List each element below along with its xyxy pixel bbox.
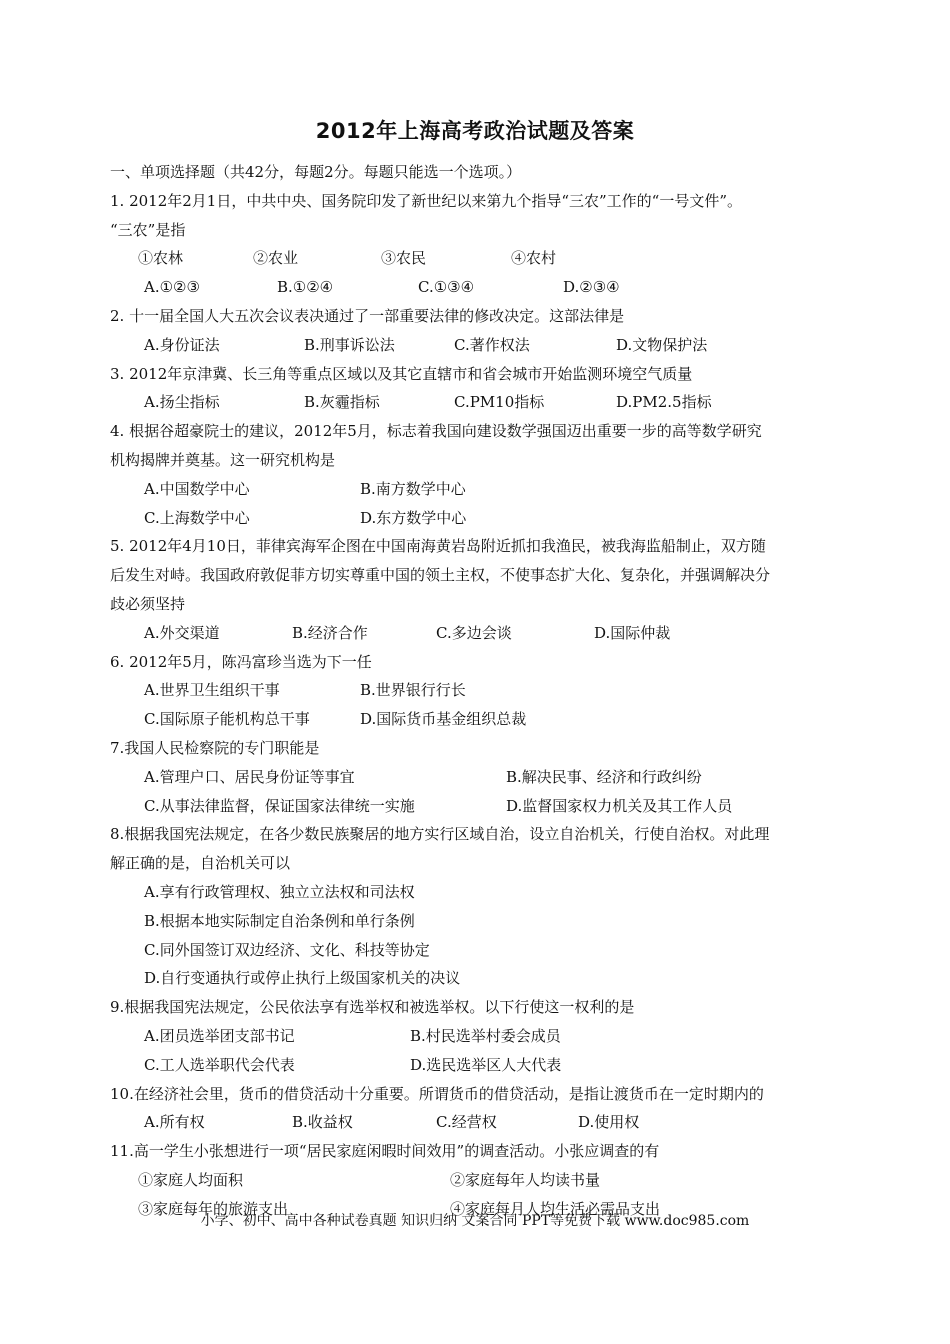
question-10-stem: 10.在经济社会里，货币的借贷活动十分重要。所谓货币的借贷活动，是指让渡货币在一定时期内的 — [110, 1084, 764, 1103]
question-5-stem-cont: 后发生对峙。我国政府敦促菲方切实尊重中国的领土主权，不使事态扩大化、复杂化，并强调解决分 — [110, 566, 771, 585]
option-d: D.②③④ — [563, 278, 620, 297]
option-c: C.①③④ — [418, 278, 475, 297]
question-2-options — [110, 331, 860, 360]
page-footer: 小学、初中、高中各种试卷真题 知识归纳 文案合同 PPT等免费下载 www.doc985.com — [200, 1213, 750, 1229]
option-c: C.工人选举职代会代表 — [144, 1055, 295, 1074]
option-d: D.国际货币基金组织总裁 — [360, 710, 527, 729]
question-10-options — [110, 1108, 860, 1137]
option-d: D.选民选举区人大代表 — [410, 1055, 562, 1074]
question-9-options-row2 — [110, 1051, 860, 1080]
option-c: C.著作权法 — [454, 335, 530, 354]
question-6-stem: 6. 2012年5月，陈冯富珍当选为下一任 — [110, 652, 372, 671]
question-7-options-row2 — [110, 792, 860, 821]
question-3-options — [110, 388, 860, 417]
question-1-options — [110, 273, 860, 302]
option-a: A.管理户口、居民身份证等事宜 — [144, 767, 355, 786]
question-4-options-row2 — [110, 504, 860, 533]
question-11-stem: 11.高一学生小张想进行一项“居民家庭闲暇时间效用”的调查活动。小张应调查的有 — [110, 1142, 660, 1161]
statement: ①农林 — [138, 249, 184, 268]
option-a: A.团员选举团支部书记 — [144, 1026, 295, 1045]
statement: ④家庭每月人均生活必需品支出 — [450, 1199, 661, 1218]
statement: ②农业 — [253, 249, 299, 268]
question-5-stem-cont: 歧必须坚持 — [110, 594, 186, 613]
option-b: B.世界银行行长 — [360, 681, 466, 700]
option-a: A.中国数学中心 — [144, 479, 250, 498]
statement: ④农村 — [511, 249, 557, 268]
section-heading: 一、单项选择题（共42分，每题2分。每题只能选一个选项。） — [110, 163, 522, 181]
option-b: B.经济合作 — [292, 623, 368, 642]
option-c: C.经营权 — [436, 1113, 497, 1132]
option-a: A.世界卫生组织干事 — [144, 681, 280, 700]
question-5-options — [110, 619, 860, 648]
option-a: A.外交渠道 — [144, 623, 220, 642]
question-9-stem: 9.根据我国宪法规定，公民依法享有选举权和被选举权。以下行使这一权利的是 — [110, 998, 635, 1017]
option-d: D.文物保护法 — [616, 335, 708, 354]
exam-content — [110, 158, 860, 1223]
option-b: B.①②④ — [277, 278, 334, 297]
option-c: C.上海数学中心 — [144, 508, 250, 527]
option-a: A.身份证法 — [144, 335, 220, 354]
question-2-stem: 2. 十一届全国人大五次会议表决通过了一部重要法律的修改决定。这部法律是 — [110, 306, 625, 325]
option-a: A.扬尘指标 — [144, 393, 220, 412]
question-6-options-row1 — [110, 676, 860, 705]
option-c: C.PM10指标 — [454, 393, 545, 412]
page-title: 2012年上海高考政治试题及答案 — [315, 119, 635, 143]
question-9-options-row1 — [110, 1022, 860, 1051]
option-a: A.所有权 — [144, 1113, 205, 1132]
question-1-statements — [110, 244, 860, 273]
option-d: D.监督国家权力机关及其工作人员 — [506, 796, 733, 815]
option-b: B.根据本地实际制定自治条例和单行条例 — [144, 911, 415, 930]
option-d: D.国际仲裁 — [594, 623, 671, 642]
question-3-stem: 3. 2012年京津冀、长三角等重点区域以及其它直辖市和省会城市开始监测环境空气质量 — [110, 364, 693, 383]
option-b: B.解决民事、经济和行政纠纷 — [506, 767, 702, 786]
question-7-options-row1 — [110, 763, 860, 792]
option-c: C.同外国签订双边经济、文化、科技等协定 — [144, 940, 430, 959]
option-d: D.自行变通执行或停止执行上级国家机关的决议 — [144, 969, 461, 988]
option-a: A.①②③ — [144, 278, 200, 297]
option-b: B.村民选举村委会成员 — [410, 1026, 561, 1045]
statement: ③农民 — [381, 249, 427, 268]
statement: ③家庭每年的旅游支出 — [138, 1199, 289, 1218]
question-8-stem-cont: 解正确的是，自治机关可以 — [110, 854, 291, 873]
statement: ②家庭每年人均读书量 — [450, 1170, 601, 1189]
question-8-stem: 8.根据我国宪法规定，在各少数民族聚居的地方实行区域自治，设立自治机关，行使自治权。对此理 — [110, 825, 770, 844]
option-b: B.南方数学中心 — [360, 479, 466, 498]
question-5-stem: 5. 2012年4月10日，菲律宾海军企图在中国南海黄岩岛附近抓扣我渔民，被我海监船制止，双方随 — [110, 537, 766, 556]
question-1-stem: 1. 2012年2月1日，中共中央、国务院印发了新世纪以来第九个指导“三农”工作的“一号文件”。 — [110, 191, 743, 210]
option-a: A.享有行政管理权、独立立法权和司法权 — [144, 882, 415, 901]
option-c: C.从事法律监督，保证国家法律统一实施 — [144, 796, 415, 815]
question-1-stem-cont: “三农”是指 — [110, 220, 186, 239]
question-7-stem: 7.我国人民检察院的专门职能是 — [110, 738, 320, 757]
option-c: C.国际原子能机构总干事 — [144, 710, 310, 729]
option-b: B.刑事诉讼法 — [304, 335, 395, 354]
option-d: D.东方数学中心 — [360, 508, 467, 527]
question-6-options-row2 — [110, 705, 860, 734]
option-b: B.收益权 — [292, 1113, 353, 1132]
option-c: C.多边会谈 — [436, 623, 512, 642]
question-4-options-row1 — [110, 475, 860, 504]
option-b: B.灰霾指标 — [304, 393, 380, 412]
question-4-stem-cont: 机构揭牌并奠基。这一研究机构是 — [110, 450, 336, 469]
question-11-statements-row1 — [110, 1166, 860, 1195]
question-4-stem: 4. 根据谷超豪院士的建议，2012年5月，标志着我国向建设数学强国迈出重要一步的高等数学研究 — [110, 422, 762, 441]
statement: ①家庭人均面积 — [138, 1170, 244, 1189]
option-d: D.使用权 — [578, 1113, 640, 1132]
option-d: D.PM2.5指标 — [616, 393, 712, 412]
